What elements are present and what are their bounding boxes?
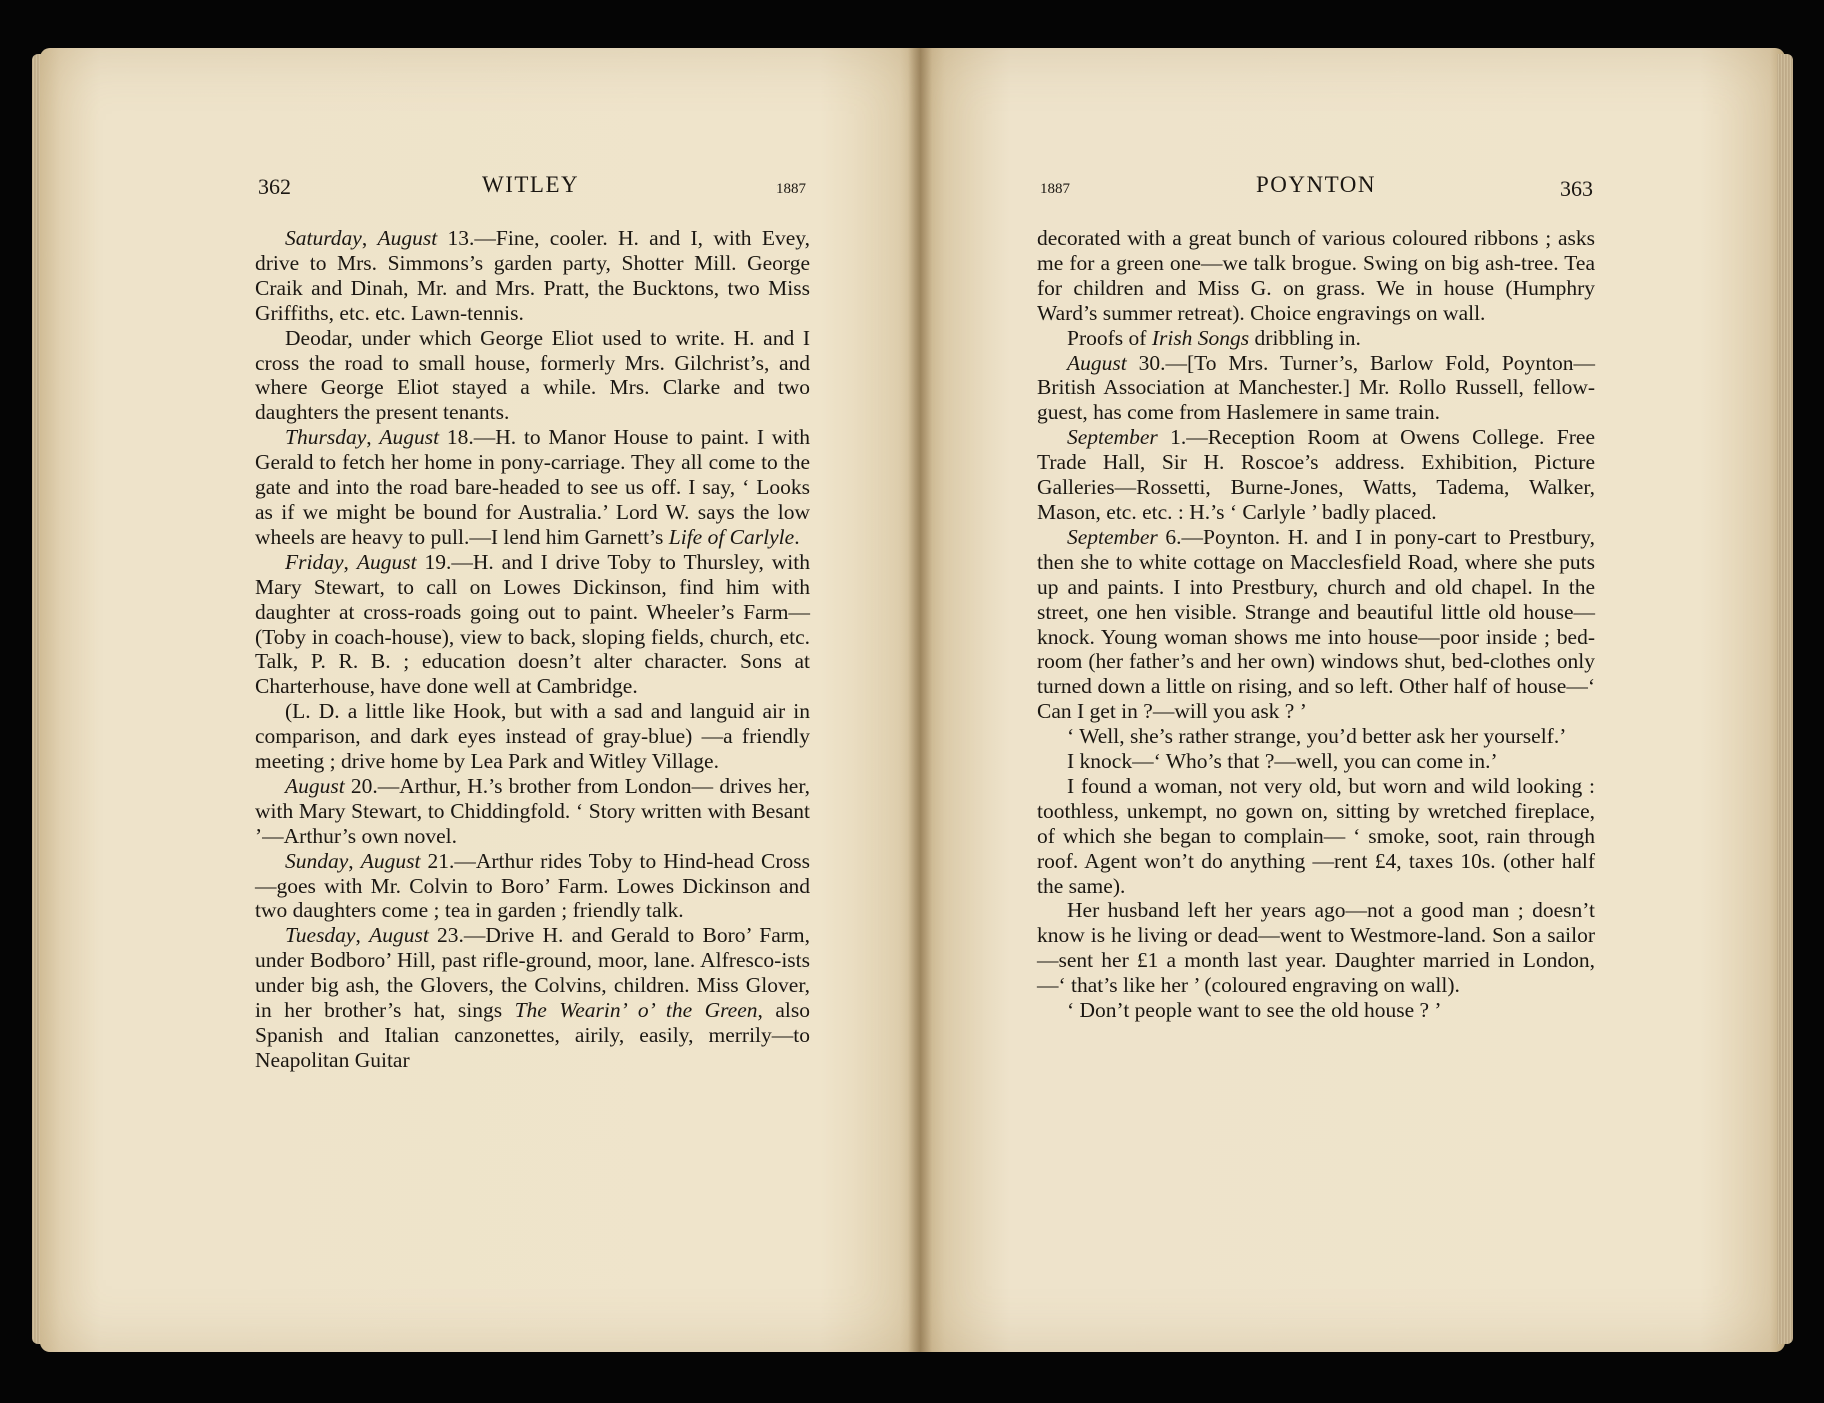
text-run: (L. D. a little like Hook, but with a sad and languid air in comparison, and dark eyes instead of gray-blue) —a friendly meeting ; drive home by Lea Park and Witley Village. [255,699,810,774]
italic-text: Friday [285,549,344,574]
text-run: 18.—H. to Manor House to paint. I with Gerald to fetch her home in pony-carriage. They all come to the gate and into the road bare-headed to see us off. I say, ‘ Looks as if we might be bound for Australia.’ Lord W. says the low wheels are heavy to pull.—I lend him Garnett’s [255,425,811,549]
text-run: 20.—Arthur, H.’s brother from London— drives her, with Mary Stewart, to Chiddingfold. ‘ Story written with Besant ’—Arthur’s own novel. [255,773,810,848]
italic-text: The Wearin’ o’ the Green [514,998,758,1023]
right-page-year: 1887 [1040,181,1070,197]
text-run: , also Spanish and Italian canzonettes, airily, easily, merrily—to Neapolitan Guitar [255,998,810,1072]
italic-text: August [360,848,421,873]
italic-text: Saturday [285,226,362,250]
italic-text: August [369,923,429,948]
italic-text: August [1067,350,1127,375]
text-run: Proofs of [1067,325,1152,350]
paragraph [255,849,810,924]
italic-text: Sunday [285,848,349,873]
text-run: , [348,848,361,873]
italic-text: September [1067,524,1158,549]
paragraph [255,550,810,699]
right-running-title: POYNTON [1256,172,1376,197]
text-run: 21.—Arthur rides Toby to Hind-head Cross—goes with Mr. Colvin to Boro’ Farm. Lowes Dickinson and two daughters come ; tea in garden ; friendly talk. [255,848,811,923]
paragraph [1037,351,1595,426]
left-running-title: WITLEY [482,172,580,197]
italic-text: Life of Carlyle [668,524,795,549]
italic-text: Irish Songs [1151,325,1250,350]
text-run: ‘ Don’t people want to see the old house ? ’ [1067,998,1442,1023]
text-run: , [366,425,380,450]
left-page-body [255,226,810,1073]
left-page-year: 1887 [776,181,806,197]
text-run: I knock—‘ Who’s that ?—well, you can come in.’ [1067,749,1498,774]
book-gutter [908,48,932,1352]
text-run: 6.—Poynton. H. and I in pony-cart to Prestbury, then she to white cottage on Macclesfield Road, where she puts up and paints. I into Prestbury, church and old chapel. In the street, one hen visible. Strange and beautiful little old house—knock. Young woman shows me into house—poor inside ; bed-room (her father’s and her own) windows shut, bed-clothes only turned down a little on rising, and so left. Other half of house—‘ Can I get in ?—will you ask ? ’ [1037,524,1595,724]
text-run: , [361,226,378,250]
text-run: ‘ Well, she’s rather strange, you’d better ask her yourself.’ [1067,724,1567,749]
italic-text: Thursday [285,425,367,450]
paragraph [255,774,810,849]
text-run: , [343,549,357,574]
paragraph [1037,525,1595,724]
paragraph [255,226,810,326]
right-page-edges [1777,54,1793,1344]
right-page-body [1037,226,1595,1023]
italic-text: August [379,425,440,450]
paragraph [1037,774,1595,899]
text-run: , [355,923,370,948]
paragraph [255,699,810,774]
text-run: decorated with a great bunch of various coloured ribbons ; asks me for a green one—we talk brogue. Swing on big ash-tree. Tea for children and Miss G. on grass. We in house (Humphry Ward’s summer retreat). Choice engravings on wall. [1037,226,1595,325]
italic-text: September [1067,425,1158,450]
paragraph [1037,749,1595,774]
paragraph [1037,326,1595,351]
text-run: dribbling in. [1249,325,1361,350]
text-run: Her husband left her years ago—not a good man ; doesn’t know is he living or dead—went to Westmore-land. Son a sailor—sent her £1 a month last year. Daughter married in London,—‘ that’s like her ’ (coloured engraving on wall). [1037,898,1595,998]
text-run: 1.—Reception Room at Owens College. Free Trade Hall, Sir H. Roscoe’s address. Exhibition, Picture Galleries—Rossetti, Burne-Jones, Watts, Tadema, Walker, Mason, etc. etc. : H.’s ‘ Carlyle ’ badly placed. [1037,425,1595,524]
paragraph [1037,998,1595,1023]
italic-text: Tuesday [285,923,356,948]
text-run: 23.—Drive H. and Gerald to Boro’ Farm, under Bodboro’ Hill, past rifle-ground, moor, lane. Alfresco-ists under big ash, the Glovers, the Colvins, children. Miss Glover, in her brother’s hat, sings [255,923,811,1023]
text-run: . [794,524,800,549]
paragraph [1037,724,1595,749]
italic-text: August [356,549,417,574]
right-page-number: 363 [1560,176,1593,201]
text-run: Deodar, under which George Eliot used to write. H. and I cross the road to small house, formerly Mrs. Gilchrist’s, and where George Eliot stayed a while. Mrs. Clarke and two daughters the present tenants. [255,325,810,425]
paragraph [255,425,810,550]
text-run: 13.—Fine, cooler. H. and I, with Evey, drive to Mrs. Simmons’s garden party, Shotter Mill. George Craik and Dinah, Mr. and Mrs. Pratt, the Bucktons, two Miss Griffiths, etc. etc. Lawn-tennis. [255,226,810,325]
paragraph [255,326,810,426]
paragraph [255,923,810,1072]
italic-text: August [377,226,438,250]
paragraph [1037,425,1595,525]
text-run: 19.—H. and I drive Toby to Thursley, with Mary Stewart, to call on Lowes Dickinson, find him with daughter at cross-roads going out to paint. Wheeler’s Farm—(Toby in coach-house), view to back, sloping fields, church, etc. Talk, P. R. B. ; education doesn’t alter character. Sons at Charterhouse, have done well at Cambridge. [255,549,810,699]
text-run: 30.—[To Mrs. Turner’s, Barlow Fold, Poynton—British Association at Manchester.] Mr. Rollo Russell, fellow-guest, has come from Haslemere in same train. [1037,350,1595,425]
text-run: I found a woman, not very old, but worn and wild looking : toothless, unkempt, no gown on, sitting by wretched fireplace, of which she began to complain— ‘ smoke, soot, rain through roof. Agent won’t do anything —rent £4, taxes 10s. (other half the same). [1037,773,1595,898]
italic-text: August [285,773,345,798]
left-page-number: 362 [258,174,291,199]
paragraph [1037,898,1595,998]
paragraph [1037,226,1595,326]
